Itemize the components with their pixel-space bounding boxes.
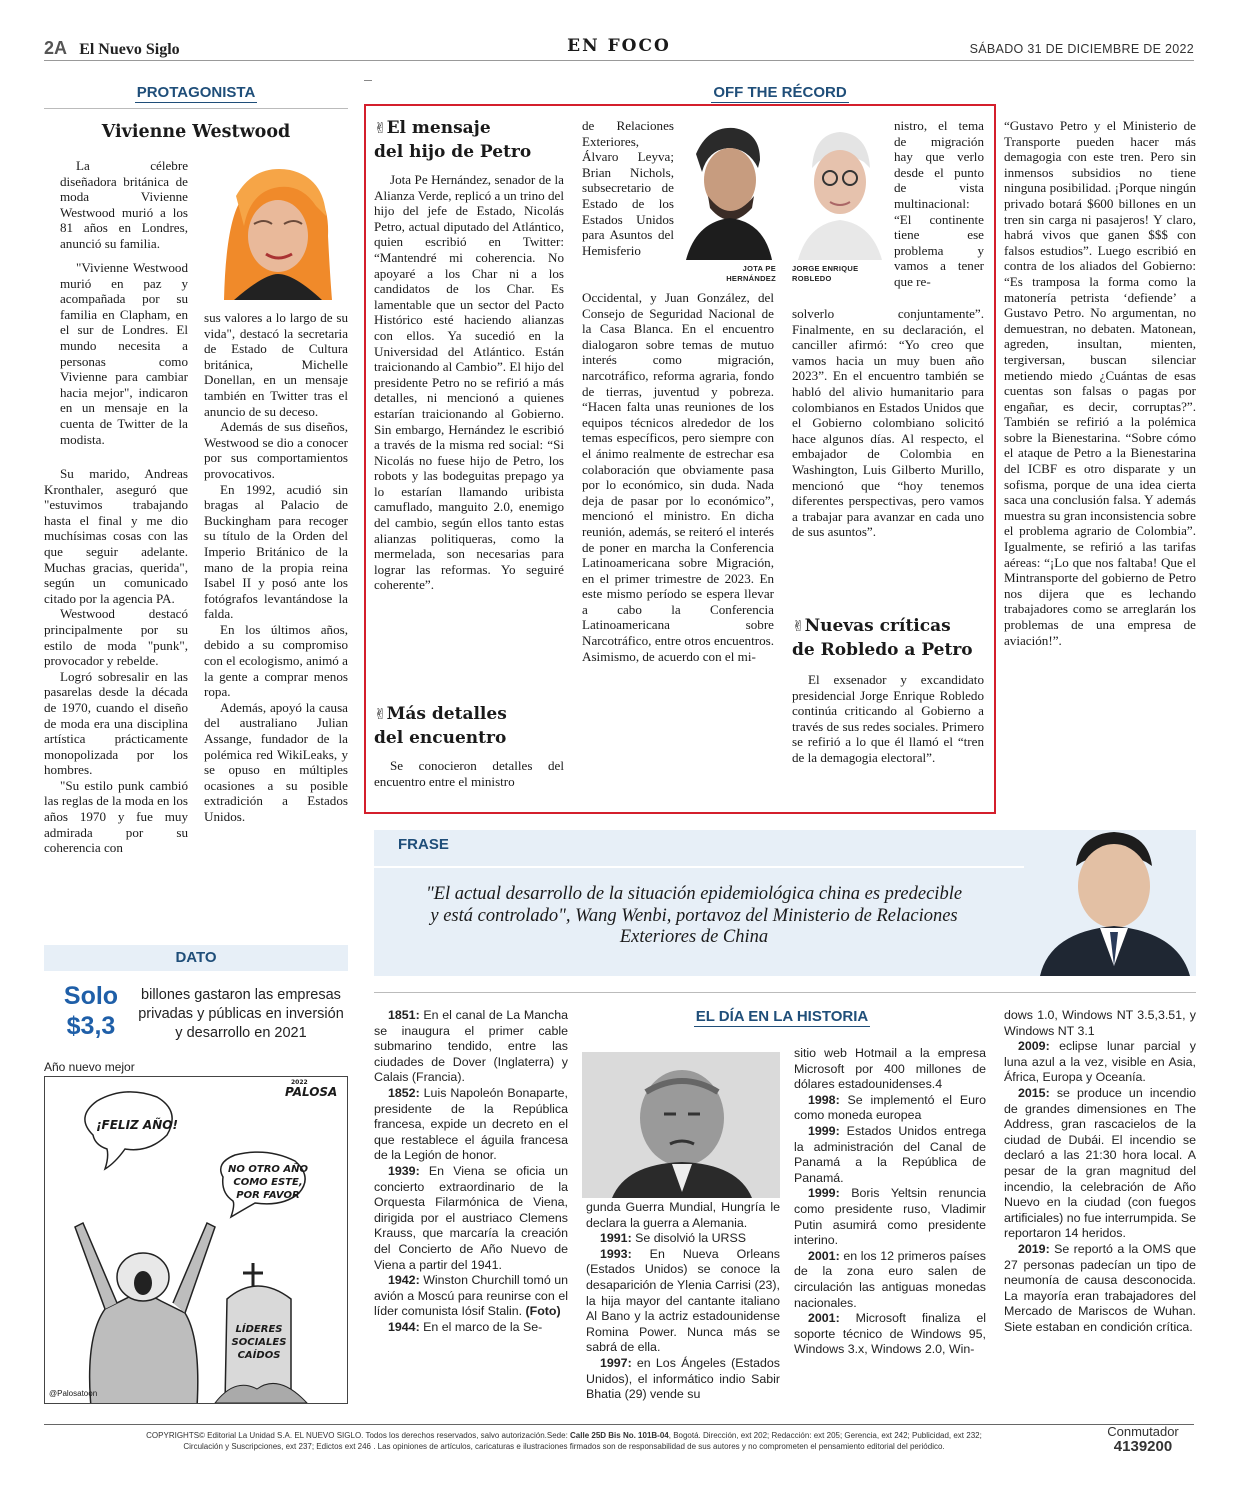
offrecord-column-4: “Gustavo Petro y el Ministerio de Transporte pueden hacer más demagogia con este tren. Pero sin inmensos subsidios no tiene ninguna posibilidad. ¡Porque ningún privado botará $600 billones en un tren sin carga ni pasajeros! Y claro, habrá vivos que ganen $$$ con falsos estudios”. Luego escribió en contra de los aliados del Gobierno: “Es tramposa la forma como la matonería petrista ‘defiende’ a Gustavo Petro. No argumentan, no demuestran, no debaten. Matonean, agreden, insultan, mienten, tergiversan, buscan silenciar metiendo miedo ¿Cuántas de esas cuentas son falsas o pagas por engañar, es decir, corruptas?”. También se refirió a la polémica sobre la Bienestarina. “Sobre cómo el ataque de Petro a la Bienestarina del ICBF es otro disparate y un sofisma, porque de una idea cierta saca una conclusión falsa. Y además muestra su gran inconsistencia sobre el problema agrario de Colombia”. Igualmente, se refirió a las tarifas aéreas: “¡Lo que nos faltaba! Que el Mintransporte del gobierno de Petro nos dijera que es lechando trabajadores como se arreglarán los problemas de una empresa de aviación!”.: [1004, 118, 1196, 648]
wang-wenbin-photo: [1030, 816, 1196, 976]
historia-entry: 1939: En Viena se oficia un concierto extraordinario de la Orquesta Filarmónica de Viena, dirigida por el austriaco Clemens Krauss, que marcaría la creación del Concierto de Año Nuevo de Viena a partir del 1941.: [374, 1163, 568, 1272]
offrecord-headline-3: ✌Nuevas críticas de Robledo a Petro: [792, 616, 973, 660]
offrecord-headline-1: ✌El mensaje del hijo de Petro: [374, 118, 532, 162]
historia-entry: 2001: Microsoft finaliza el soporte técnico de Windows 95, Windows 3.x, Windows 2.0, Win-: [794, 1311, 986, 1357]
historia-entry: 1852: Luis Napoleón Bonaparte, presidente de la República francesa, expide un decreto en el que restablece el águila francesa de la Legión de honor.: [374, 1085, 568, 1163]
protagonista-label: PROTAGONISTA: [136, 84, 256, 101]
jota-pe-hernandez-photo: [678, 118, 776, 260]
historia-entry: 1993: En Nueva Orleans (Estados Unidos) se conoce la desaparición de Ylenia Carrisi (23), la hija mayor del cantante italiano Al Bano y la actriz estadounidense Romina Power. Nunca más se sabrá de ella.: [586, 1246, 780, 1355]
peace-icon: ✌: [374, 119, 387, 137]
vivienne-westwood-photo: [204, 156, 348, 300]
page-number: 2A: [44, 38, 68, 58]
dato-label: DATO: [44, 945, 348, 971]
offrecord-headline-2: ✌Más detalles del encuentro: [374, 704, 507, 748]
protagonista-rule: [44, 108, 348, 109]
offrecord-column-2-top: de Relaciones Exteriores, Álvaro Leyva; Brian Nichols, subsecretario de Estado de los Estados Unidos para Asuntos del Hemisferio: [582, 118, 674, 258]
photo-caption-robledo: JORGE ENRIQUE ROBLEDO: [792, 264, 859, 283]
historia-entry: 1999: Boris Yeltsin renuncia como presidente ruso, Vladimir Putin asumirá como presidente interino.: [794, 1186, 986, 1248]
dato-text: billones gastaron las empresas privadas y públicas en inversión y desarrollo en 2021: [138, 987, 344, 1041]
historia-entry: 1998: Se implementó el Euro como moneda europea: [794, 1092, 986, 1123]
section-title: EN FOCO: [567, 36, 671, 56]
protagonista-column-1c: Su marido, Andreas Kronthaler, aseguró que "estuvimos trabajando hasta el final y me dio muchísimas cosas con las que seguir adelante. Muchas gracias, querida", según un comunicado citado por la agencia PA. Westwood destacó principalmente por su estilo de moda "punk", provocador y rebelde. Logró sobresalir en las pasarelas desde la década de 1970, cuando el diseño de moda era una disciplina artística prácticamente monopolizada por los hombres. "Su estilo punk cambió las reglas de la moda en los años 1970 y fue muy admirada por su coherencia con: [44, 466, 188, 856]
photo-caption-jota-pe: JOTA PE HERNÁNDEZ: [726, 264, 776, 283]
peace-icon: ✌: [374, 705, 387, 723]
jorge-enrique-robledo-photo: [792, 118, 888, 260]
protagonista-column-2: sus valores a lo largo de su vida", destacó la secretaria de Estado de Cultura británica, Michelle Donellan, en un mensaje también en Twitter tras el anuncio de su deceso. Además de sus diseños, Westwood se dio a conocer por sus comportamientos provocativos. En 1992, acudió sin bragas al Palacio de Buckingham para recoger su título de la Orden del Imperio Británico de la mano de la propia reina Isabel II y posó ante los fotógrafos levantándose la falda. En los últimos años, debido a su compromiso con el ecologismo, animó a la gente a comprar menos ropa. Además, apoyó la causa del australiano Julian Assange, fundador de la polémica red WikiLeaks, y se opuso en múltiples ocasiones a su posible extradición a Estados Unidos.: [204, 310, 348, 824]
dato-big-1: Solo: [63, 982, 119, 1010]
frase-label: FRASE: [398, 836, 449, 853]
offrecord-column-3b: El exsenador y excandidato presidencial Jorge Enrique Robledo continúa criticando al Gobierno a través de sus redes sociales. Primero se refirió a lo que él llamó el “tren de la demagogia electoral”.: [792, 672, 984, 765]
footer-copyright: COPYRIGHTS© Editorial La Unidad S.A. EL NUEVO SIGLO. Todos los derechos reservados, salvo autorización.Sede: Calle 25D Bis No. 101B-04, Bogotá. Dirección, ext 202; Redacción: ext 205; Gerencia, ext 242; Publicidad, ext 232; Circulación y Suscripciones, ext 237; Edictos ext 246 . Las opiniones de artículos, caricaturas e ilustraciones firmados son de responsabilidad de sus autores y no comprometen el pensamiento editorial del periódico.: [146, 1431, 982, 1451]
cartoon-label: Año nuevo mejor: [44, 1060, 135, 1074]
historia-entry: 2009: eclipse lunar parcial y luna azul a la vez, visible en Asia, África, Europa y Oceanía.: [1004, 1039, 1196, 1085]
offrecord-column-1b: Se conocieron detalles del encuentro entre el ministro: [374, 758, 564, 789]
historia-entry: 2015: se produce un incendio de grandes dimensiones en The Address, gran rascacielos de la ciudad de Dubái. El incendio se declaró a las 21:30 hora local. A pesar de la gran magnitud del incendio, la celebración de Año Nuevo en la ciudad (con fuegos artificiales) no fue interrumpida. Se reportaron 14 heridos.: [1004, 1085, 1196, 1241]
historia-entry: 2001: en los 12 primeros países de la zona euro salen de circulación las antiguas monedas nacionales.: [794, 1248, 986, 1310]
historia-column-3: sitio web Hotmail a la empresa Microsoft por 400 millones de dólares estadounidenses.4 1998: Se implementó el Euro como moneda europea 1999: Estados Unidos entrega la administración del Canal de Panamá a la República de Panamá. 1999: Boris Yeltsin renuncia como presidente ruso, Vladimir Putin asumirá como presidente interino. 2001: en los 12 primeros países de la zona euro salen de circulación las antiguas monedas nacionales. 2001: Microsoft finaliza el soporte técnico de Windows 95, Windows 3.x, Windows 2.0, Win-: [794, 1046, 986, 1357]
winston-churchill-photo: [582, 1052, 780, 1198]
offrecord-column-3-top: nistro, el tema de migración hay que verlo desde el punto de vista multinacional: “El continente tiene ese problema y vamos a tener que re-: [894, 118, 984, 289]
historia-entry: 1991: Se disolvió la URSS: [600, 1231, 747, 1246]
cartoon-bubble-1: ¡FELIZ AÑO!: [96, 1118, 178, 1132]
peace-icon: ✌: [792, 617, 805, 635]
historia-entry: 1999: Estados Unidos entrega la administración del Canal de Panamá a la República de Panamá.: [794, 1123, 986, 1185]
protagonista-column-1b: "Vivienne Westwood murió en paz y acompañada por su familia en Clapham, en el sur de Londres. El mundo necesita a personas como Vivienne para cambiar hacia mejor", indicaron en un mensaje en la cuenta de Twitter de la modista.: [60, 260, 188, 447]
offrecord-column-3: solverlo conjuntamente”. Finalmente, en su declaración, el canciller afirmó: “Yo creo que vamos hacia un muy buen año 2023”. En el encuentro también se habló del alivio humanitario para colombianos en Estados Unidos que el Gobierno colombiano solicitó hace algunos días. Al respecto, el embajador de Colombia en Washington, Luis Gilberto Murillo, mencionó que “hoy tenemos diferentes perspectivas, pero vamos a trabajar para avanzar en cada uno de sus asuntos”.: [792, 306, 984, 540]
cartoon-year: 2022: [291, 1079, 308, 1086]
cartoon-bubble-2: NO OTRO AÑO COMO ESTE, POR FAVOR: [228, 1164, 308, 1201]
historia-entry: 1944: En el marco de la Se-: [388, 1319, 543, 1334]
newspaper-name: El Nuevo Siglo: [79, 41, 180, 58]
historia-entry: 1851: En el canal de La Mancha se inaugura el primer cable submarino tendido, entre las ciudades de Dover (Inglaterra) y Calais (Francia).: [374, 1008, 568, 1085]
historia-column-4: dows 1.0, Windows NT 3.5,3.51, y Windows NT 3.1 2009: eclipse lunar parcial y luna azul a la vez, visible en Asia, África, Europa y Oceanía. 2015: se produce un incendio de grandes dimensiones en The Address, gran rascacielos de la ciudad de Dubái. El incendio se declaró a las 21:30 hora local. A pesar de la gran magnitud del incendio, la celebración de Año Nuevo en la ciudad (con fuegos artificiales) no fue interrumpida. Se reportaron 14 heridos. 2019: Se reportó a la OMS que 27 personas padecían un tipo de neumonía de causa desconocida. La mayoría eran trabajadores del Mercado de Mariscos de Wuhan. Siete estaban en condición crítica.: [1004, 1008, 1196, 1334]
cartoon-signature: PALOSA: [285, 1085, 338, 1099]
historia-column-2: gunda Guerra Mundial, Hungría le declara la guerra a Alemania. 1991: Se disolvió la URSS 1993: En Nueva Orleans (Estados Unidos) se conoce la desaparición de Ylenia Carrisi (23), la hija mayor del cantante italiano Al Bano y la actriz estadounidense Romina Power. Nunca más se sabrá de ella. 1997: en Los Ángeles (Estados Unidos), el informático indio Sabir Bhatia (29) vende su: [586, 1200, 780, 1402]
issue-date: SÁBADO 31 DE DICIEMBRE DE 2022: [969, 42, 1194, 56]
offrecord-label: OFF THE RÉCORD: [713, 84, 847, 101]
offrecord-column-1: Jota Pe Hernández, senador de la Alianza Verde, replicó a un trino del hijo del jefe de Estado, Nicolás Petro, actual diputado del Atlántico, quien escribió en Twitter: “Mantendré mi coherencia. No apoyaré a los Char ni a los candidatos de los Char. Es lamentable que un sector del Pacto Histórico esté haciendo alianzas con ellos. Ya sucedió en la Universidad del Atlántico. Están traicionando al Cambio”. El hijo del presidente Petro no se refirió a más detalles, ni mencionó a quienes estarían traicionando al Gobierno. Sin embargo, Hernández le escribió a través de la misma red social: “Si Nicolás no fuese hijo de Petro, los robots y las bodeguitas prepago ya lo estarían llamando uribista camuflado, manguito 2.0, enemigo del cambio, según ellos tanto estas alianzas politiqueras, como la mermelada, son necesarias para lograr las reformas. Yo seguiré coherente”.: [374, 172, 564, 593]
frase-quote: "El actual desarrollo de la situación epidemiológica china es predecible y está controlado", Wang Wenbi, portavoz del Ministerio de Relaciones Exteriores de China: [425, 884, 963, 947]
offrecord-column-2: Occidental, y Juan González, del Consejo de Seguridad Nacional de la Casa Blanca. En el encuentro dialogaron sobre temas de mutuo interés como migración, narcotráfico, reforma agraria, fondo de tierras, juventud y pobreza. “Hacen falta unas reuniones de los equipos técnicos alrededor de los temas específicos, pero siempre con el ánimo realmente de estrechar esa colaboración que obviamente pasa por lo económico, sin duda. Nada deja de pasar por lo económico”, mencionó el ministro. En dicha reunión, además, se reiteró el interés de poner en marcha la Conferencia Latinoamericana sobre Migración, en el primer trimestre de 2023. En este mismo período se espera llevar a cabo la Conferencia Latinoamericana sobre Narcotráfico, entre otros encuentros. Asimismo, de acuerdo con el mi-: [582, 290, 774, 664]
protagonista-title: Vivienne Westwood: [101, 122, 291, 142]
historia-entry: 2019: Se reportó a la OMS que 27 personas padecían un tipo de neumonía de causa desconocida. La mayoría eran trabajadores del Mercado de Mariscos de Wuhan. Siete estaban en condición crítica.: [1004, 1241, 1196, 1334]
historia-entry: 1942: Winston Churchill tomó un avión a Moscú para reunirse con el líder comunista Iósif Stalin. (Foto): [374, 1273, 568, 1319]
protagonista-column-1: La célebre diseñadora británica de moda Vivienne Westwood murió a los 81 años en Londres, anunció su familia.: [60, 158, 188, 251]
cartoon-tombstone-text: LÍDERES SOCIALES CAÍDOS: [231, 1324, 287, 1361]
historia-column-1: [374, 1008, 568, 1335]
historia-entry: 1997: en Los Ángeles (Estados Unidos), el informático indio Sabir Bhatia (29) vende su: [586, 1355, 780, 1402]
cartoon: [44, 1076, 348, 1404]
footer-rule: [44, 1424, 1194, 1425]
footer-conmutador: Conmutador 4139200: [1107, 1424, 1179, 1455]
cartoon-credit: @Palosatoon: [49, 1389, 98, 1398]
historia-label: EL DÍA EN LA HISTORIA: [695, 1008, 869, 1025]
dato-big-2: $3,3: [66, 1012, 116, 1040]
header-rule: [44, 60, 1194, 61]
